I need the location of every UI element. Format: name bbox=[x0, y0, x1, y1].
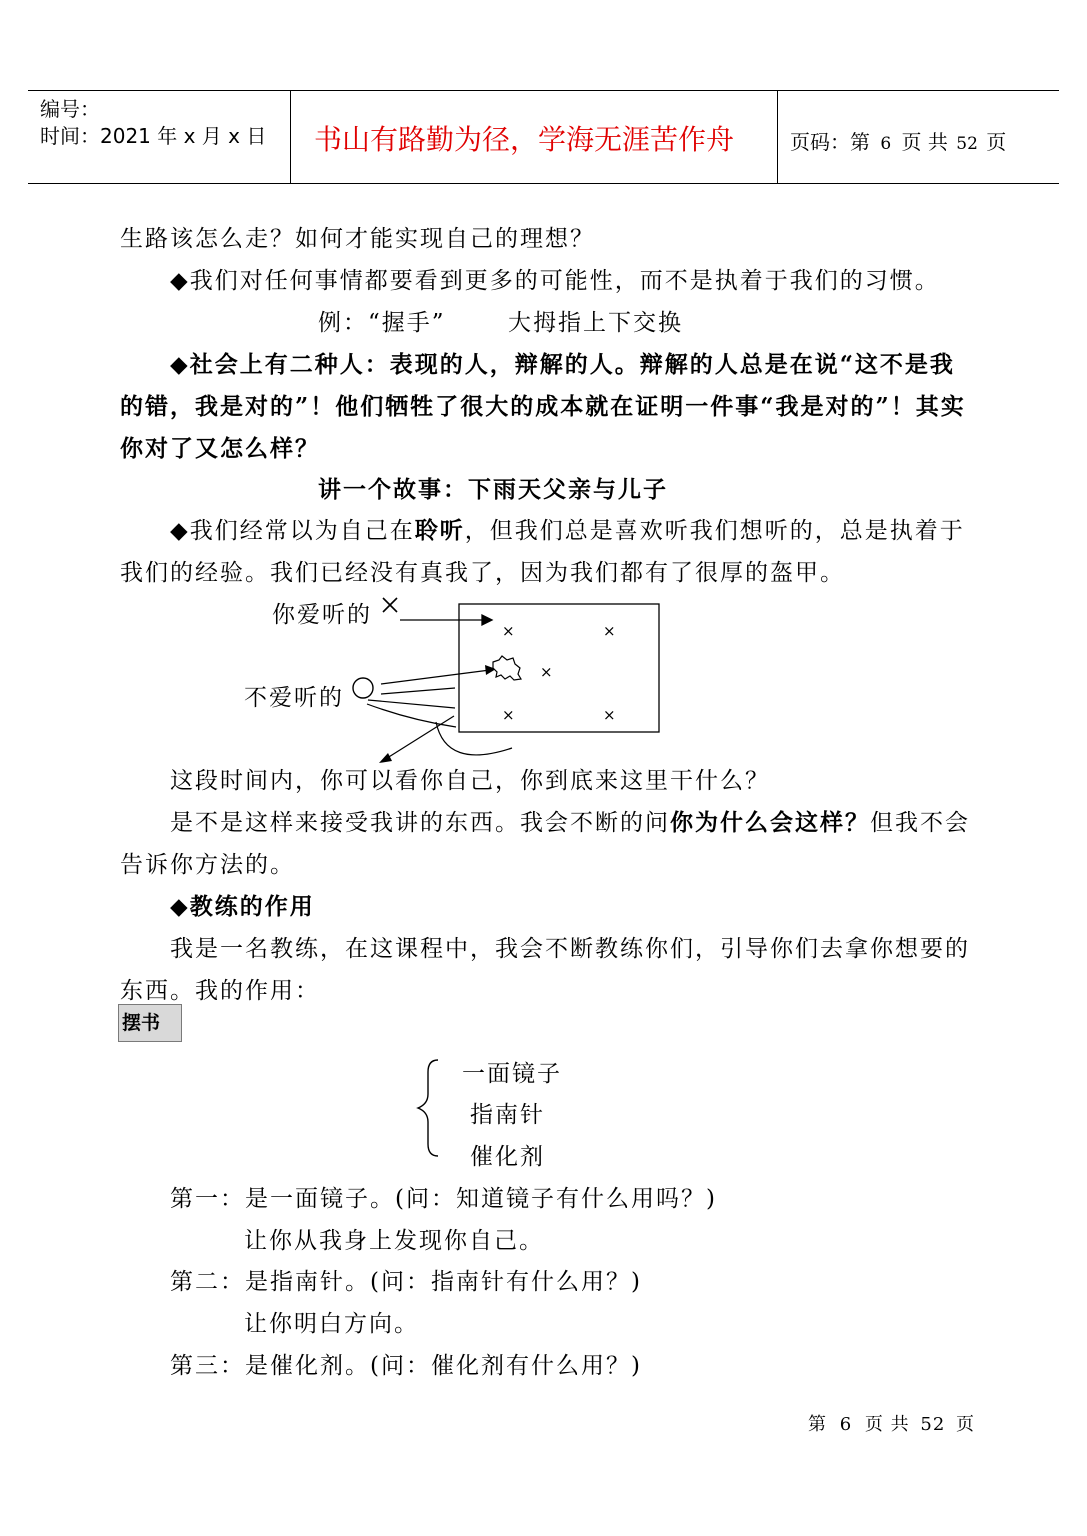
question-line-3: 告诉你方法的。 bbox=[120, 852, 295, 878]
dislike-label: 不爱听的 bbox=[244, 685, 344, 711]
bold-paragraph-line-3: 你对了又怎么样？ bbox=[120, 435, 320, 462]
page-label: 页码：第 bbox=[790, 130, 870, 154]
coach-title: ◆教练的作用 bbox=[170, 893, 315, 920]
arrow-lines bbox=[367, 670, 490, 760]
point-first-sub: 让你从我身上发现你自己。 bbox=[244, 1228, 544, 1254]
body-line-1: 生路该怎么走？如何才能实现自己的理想？ bbox=[120, 226, 595, 252]
header-motto: 书山有路勤为径，学海无涯苦作舟 bbox=[314, 123, 735, 156]
time-label: 时间：2021 年 x 月 x 日 bbox=[40, 124, 267, 148]
page-footer bbox=[808, 1410, 975, 1436]
footer-num: 6 bbox=[839, 1414, 853, 1435]
page-total: 52 bbox=[956, 134, 978, 154]
cross-icon bbox=[383, 598, 397, 612]
page-mid: 页 共 bbox=[901, 130, 948, 154]
listen-bold: 聆听 bbox=[414, 517, 465, 544]
footer-mid: 页 共 bbox=[864, 1414, 910, 1435]
splat-shape bbox=[493, 656, 521, 680]
cross-mark: × bbox=[502, 706, 515, 724]
role-item: 一面镜子 bbox=[462, 1061, 562, 1087]
example-text: 大拇指上下交换 bbox=[508, 310, 683, 336]
coach-paragraph-line-2: 东西。我的作用： bbox=[120, 978, 320, 1004]
question-line-2 bbox=[170, 804, 970, 837]
circle-icon bbox=[353, 678, 373, 698]
point-third: 第三：是催化剂。(问：催化剂有什么用？) bbox=[170, 1353, 642, 1379]
point-second-sub: 让你明白方向。 bbox=[244, 1311, 419, 1337]
point-first: 第一：是一面镜子。(问：知道镜子有什么用吗？) bbox=[170, 1186, 717, 1212]
role-item: 指南针 bbox=[470, 1102, 545, 1128]
cross-mark: × bbox=[540, 663, 553, 681]
cross-mark: × bbox=[603, 622, 616, 640]
page-end: 页 bbox=[986, 130, 1007, 154]
role-item: 催化剂 bbox=[470, 1144, 545, 1170]
body-line-2: ◆我们对任何事情都要看到更多的可能性，而不是执着于我们的习惯。 bbox=[170, 268, 940, 294]
story-title: 讲一个故事：下雨天父亲与儿子 bbox=[318, 476, 668, 503]
example-label: 例：“握手” bbox=[318, 310, 446, 336]
listen-paragraph-line-2: 我们的经验。我们已经没有真我了，因为我们都有了很厚的盔甲。 bbox=[120, 560, 845, 586]
footer-total: 52 bbox=[920, 1414, 946, 1435]
cross-mark: × bbox=[502, 622, 515, 640]
listen-text-b: ，但我们总是喜欢听我们想听的，总是执着于 bbox=[464, 518, 965, 544]
like-label: 你爱听的 bbox=[272, 602, 372, 628]
point-second: 第二：是指南针。(问：指南针有什么用？) bbox=[170, 1269, 642, 1295]
cross-mark: × bbox=[603, 706, 616, 724]
question-line-1: 这段时间内，你可以看你自己，你到底来这里干什么？ bbox=[170, 768, 770, 794]
footer-suffix: 页 bbox=[956, 1414, 976, 1435]
bold-paragraph-line-2: 的错，我是对的”！他们牺牲了很大的成本就在证明一件事“我是对的”！其实 bbox=[120, 393, 966, 420]
q2-text-b: 但我不会 bbox=[870, 810, 970, 836]
footer-prefix: 第 bbox=[808, 1414, 827, 1435]
brace-icon bbox=[418, 1060, 438, 1156]
book-tag: 摆书 bbox=[118, 1004, 182, 1042]
coach-paragraph-line-1: 我是一名教练，在这课程中，我会不断教练你们，引导你们去拿你想要的 bbox=[170, 936, 970, 962]
listen-text-a: ◆我们经常以为自己在 bbox=[170, 518, 415, 544]
page-number: 6 bbox=[880, 134, 892, 154]
q2-bold: 你为什么会这样？ bbox=[670, 809, 870, 836]
serial-label: 编号： bbox=[40, 97, 100, 121]
bold-paragraph-line-1: ◆社会上有二种人：表现的人，辩解的人。辩解的人总是在说“这不是我 bbox=[170, 351, 955, 378]
deflect-curve bbox=[436, 722, 512, 755]
q2-text-a: 是不是这样来接受我讲的东西。我会不断的问 bbox=[170, 810, 670, 836]
arrow-in bbox=[400, 615, 492, 625]
